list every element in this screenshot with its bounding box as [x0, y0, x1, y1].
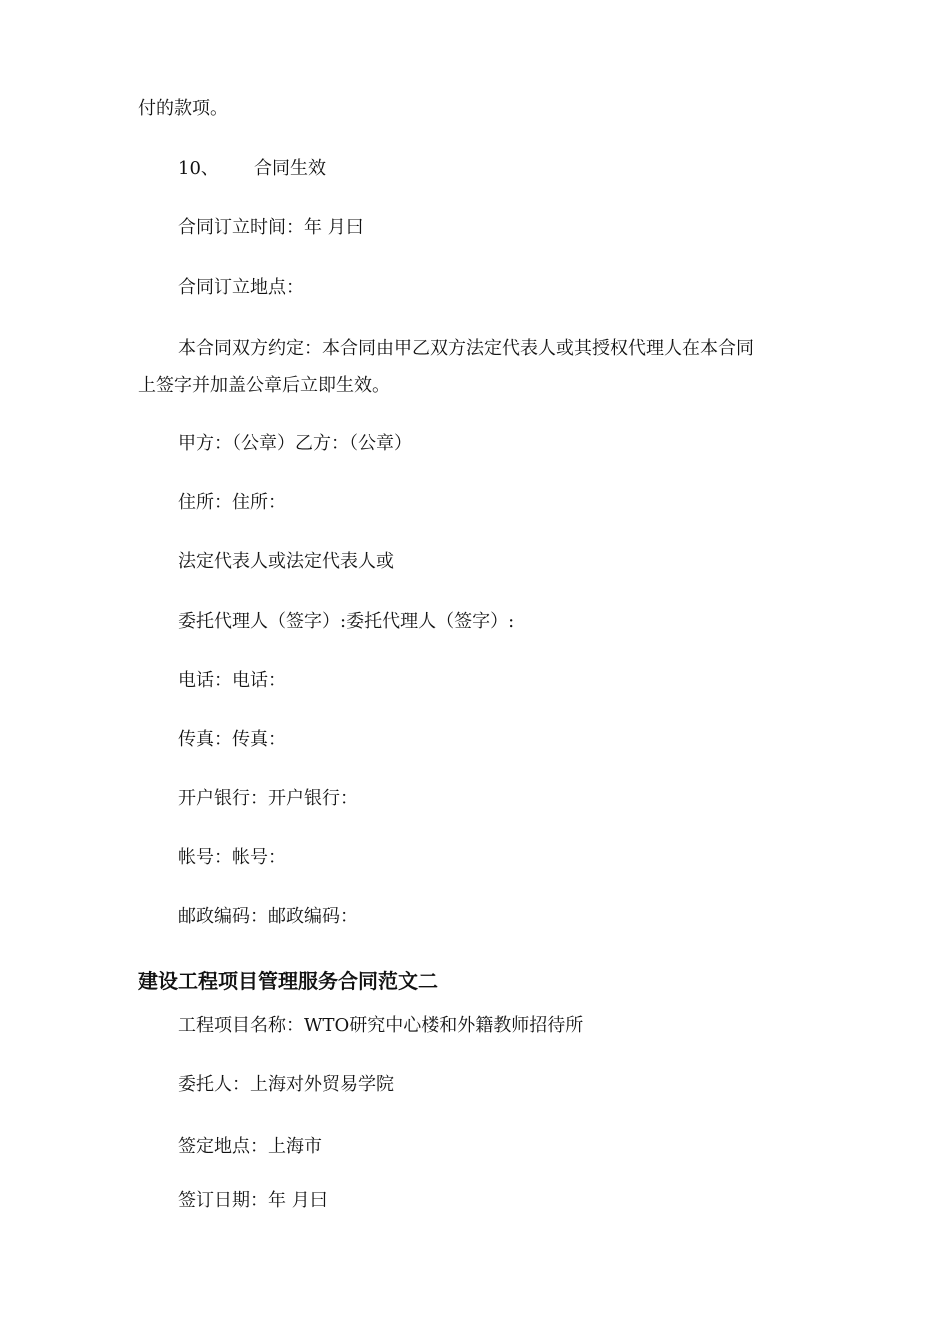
- agreement-text-line1: 本合同双方约定：本合同由甲乙双方法定代表人或其授权代理人在本合同: [178, 338, 754, 359]
- clause-10-heading: [178, 157, 858, 181]
- address-line: 住所：住所：: [178, 492, 286, 513]
- section-heading: 建设工程项目管理服务合同范文二: [138, 969, 438, 993]
- account-line: 帐号：帐号：: [178, 847, 286, 868]
- contract-sign-place: 合同订立地点：: [178, 277, 304, 298]
- parties-line: 甲方：（公章）乙方：（公章）: [178, 433, 412, 454]
- agent-line: 委托代理人（签字）:委托代理人（签字）:: [178, 611, 515, 632]
- phone-line: 电话：电话：: [178, 670, 286, 691]
- clause-title: 合同生效: [254, 158, 326, 179]
- agreement-text-line2: 上签字并加盖公章后立即生效。: [138, 375, 390, 396]
- project-name-line: 工程项目名称：WTO研究中心楼和外籍教师招待所: [178, 1015, 584, 1036]
- contract-sign-time: 合同订立时间：年 月曰: [178, 217, 364, 238]
- fax-line: 传真：传真：: [178, 729, 286, 750]
- payment-continuation: 付的款项。: [138, 98, 228, 119]
- postcode-line: 邮政编码：邮政编码：: [178, 906, 358, 927]
- sign-date-line: 签订日期：年 月曰: [178, 1190, 328, 1211]
- sign-place-line: 签定地点：上海市: [178, 1136, 322, 1157]
- client-line: 委托人：上海对外贸易学院: [178, 1074, 394, 1095]
- clause-number: 10、: [178, 158, 219, 179]
- bank-line: 开户银行：开户银行：: [178, 788, 358, 809]
- legal-rep-line: 法定代表人或法定代表人或: [178, 551, 394, 572]
